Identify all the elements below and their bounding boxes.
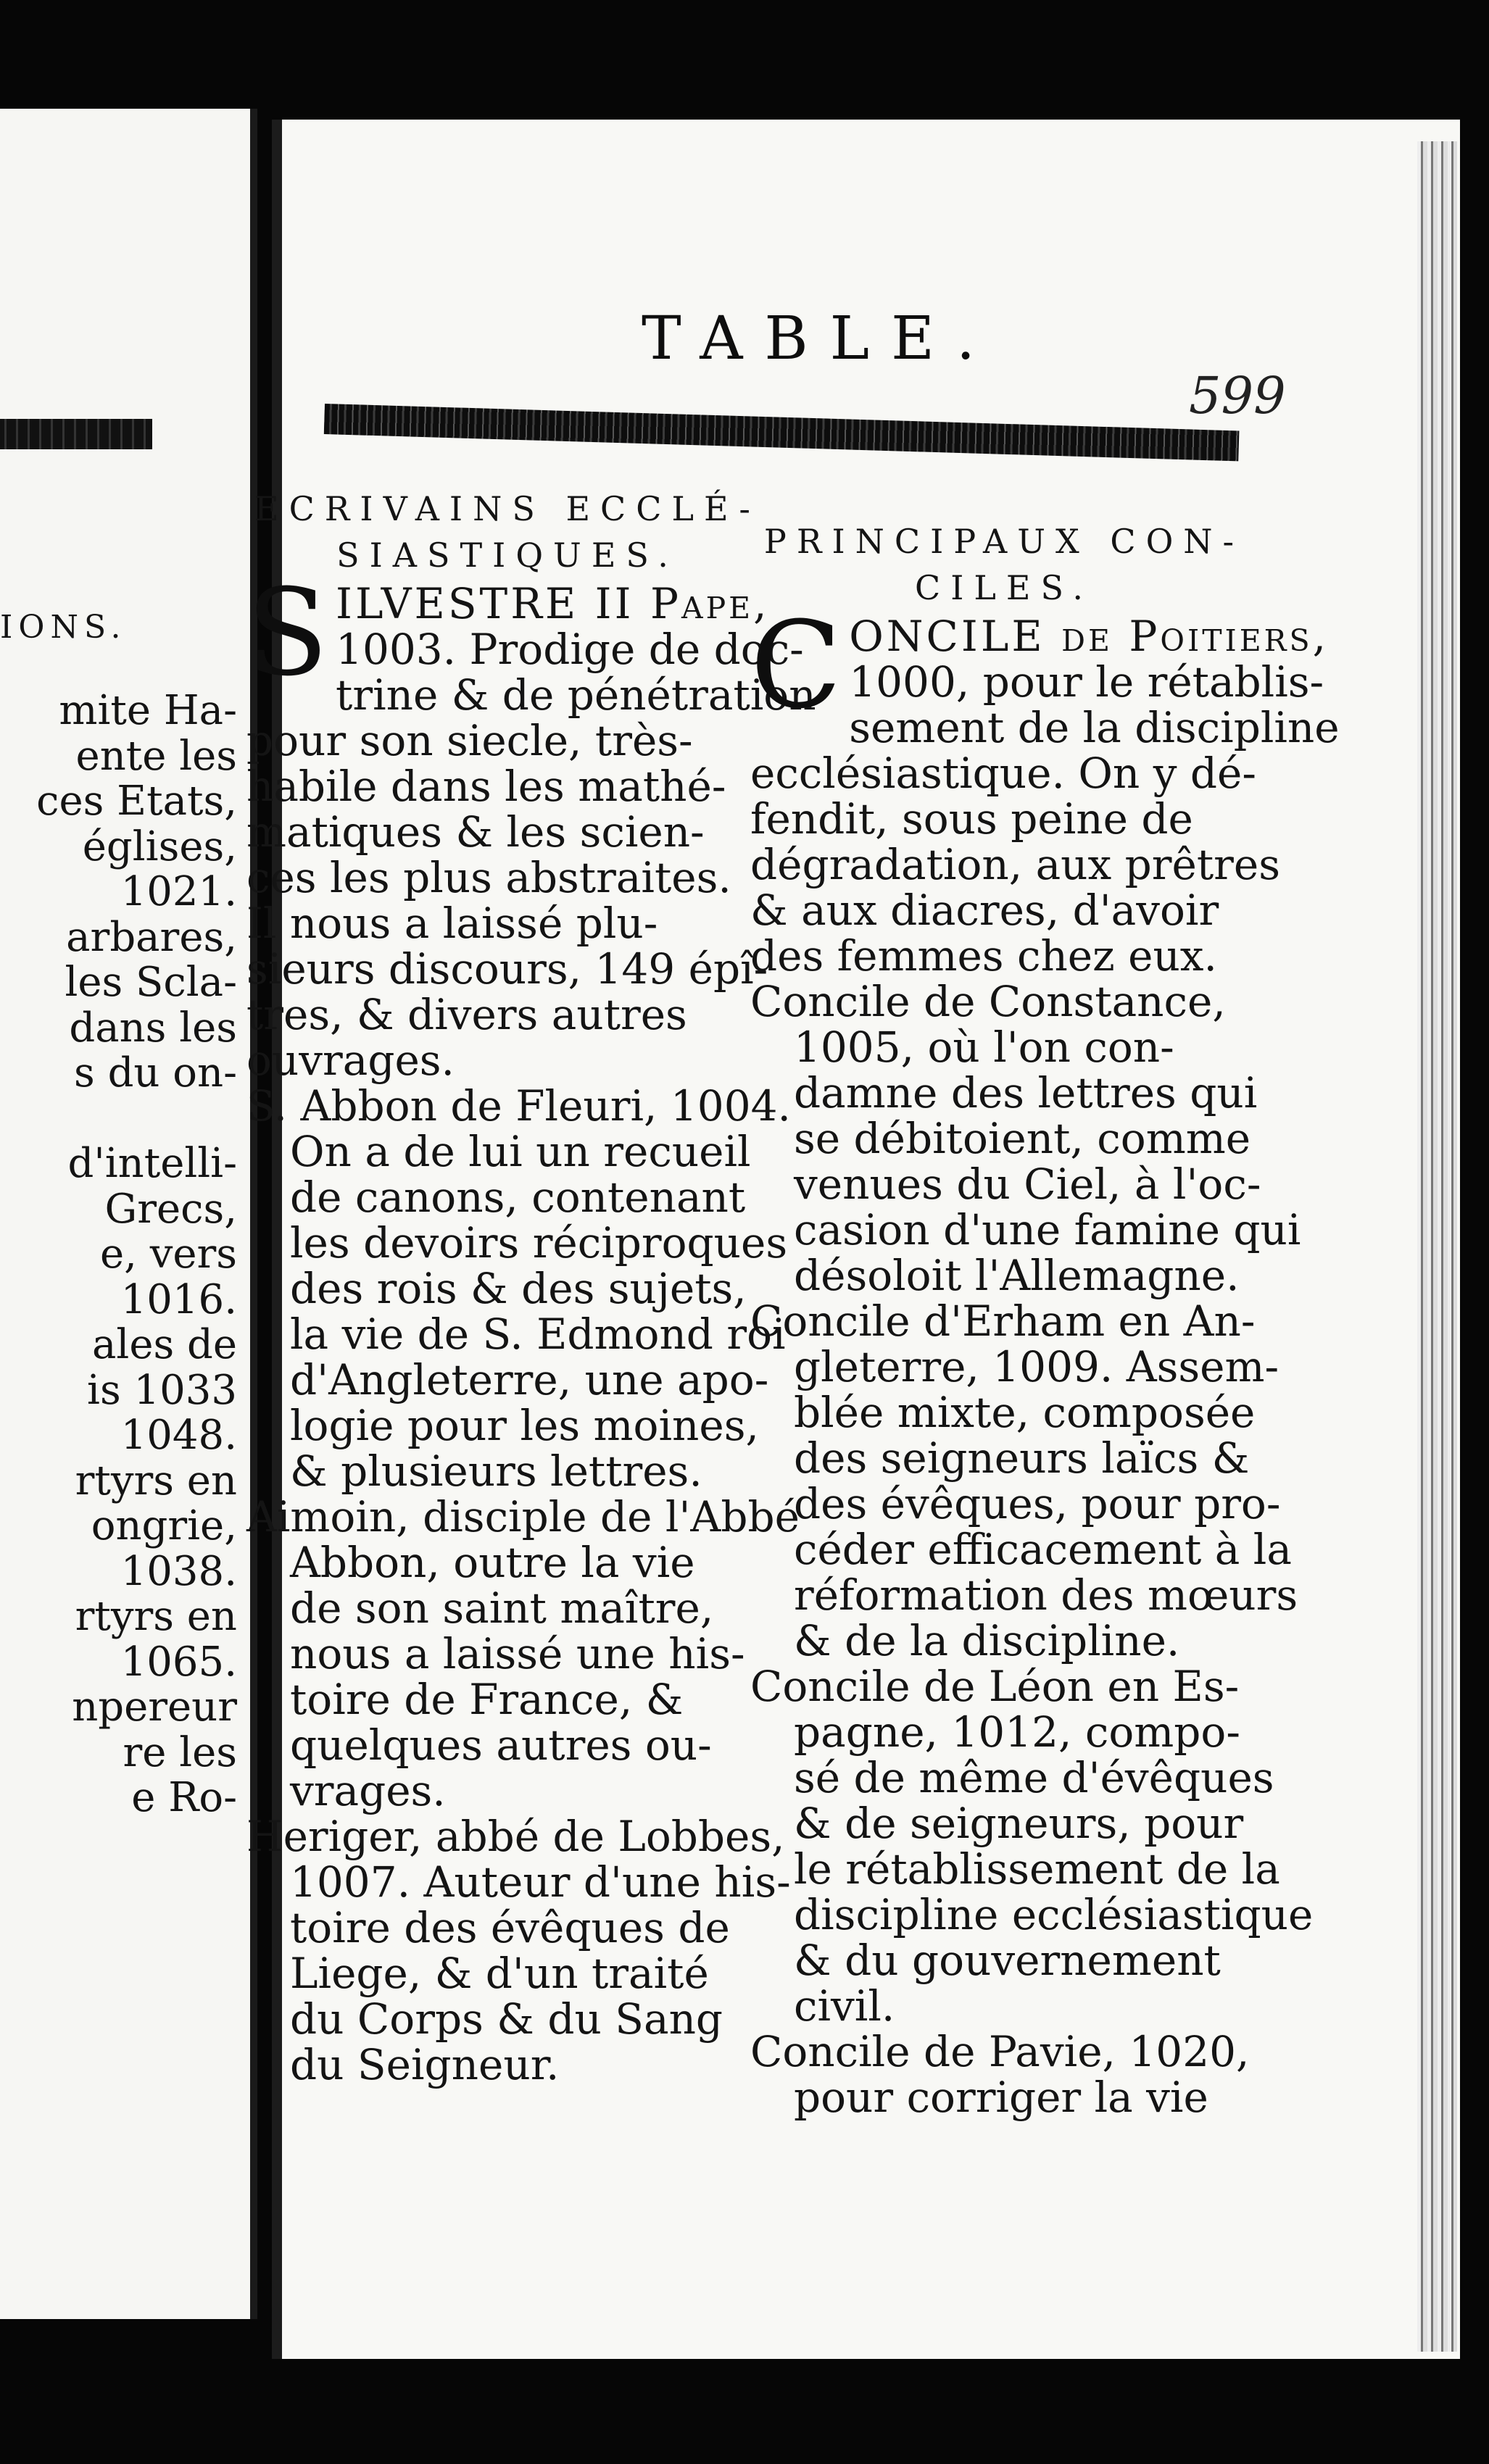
- entry-line: discipline ecclésiastique: [794, 1890, 1314, 1939]
- left-page-line: re les: [123, 1728, 237, 1776]
- left-page-heading: IONS.: [0, 609, 127, 646]
- drop-cap: S: [246, 563, 329, 702]
- entry-line: des seigneurs laïcs &: [794, 1433, 1250, 1483]
- drop-cap: C: [750, 596, 842, 735]
- entry: [246, 1492, 800, 1815]
- entry-line: Concile de Constance,: [750, 977, 1226, 1026]
- entry-line: & du gouvernement: [794, 1936, 1221, 1985]
- entry: [750, 1296, 1298, 1665]
- entry-line: toire des évêques de: [290, 1903, 730, 1952]
- left-page-fragment: [0, 109, 257, 2319]
- section-title-line: SIASTIQUES.: [336, 536, 679, 575]
- left-page-line: e Ro-: [131, 1774, 237, 1821]
- entry-line: Concile d'Erham en An-: [750, 1296, 1256, 1346]
- entry-line: désoloit l'Allemagne.: [794, 1251, 1240, 1300]
- entry-line: blée mixte, composée: [794, 1388, 1256, 1437]
- entry-line: ouvrages.: [246, 1036, 455, 1085]
- entry: [246, 1081, 791, 1496]
- entry-line: damne des lettres qui: [794, 1068, 1258, 1117]
- page-number: 599: [1189, 366, 1286, 425]
- entry-line: pour corriger la vie: [794, 2073, 1208, 2122]
- entry-line: & de la discipline.: [794, 1616, 1180, 1665]
- section-title-line: CILES.: [915, 568, 1093, 607]
- entry-line: la vie de S. Edmond roi: [290, 1310, 786, 1359]
- section-title-line: PRINCIPAUX CON-: [763, 522, 1245, 561]
- entry-line: Concile de Pavie, 1020,: [750, 2027, 1250, 2076]
- left-page-line: églises,: [82, 823, 237, 870]
- entry-line: venues du Ciel, à l'oc-: [794, 1160, 1261, 1209]
- page-edge: [1417, 141, 1457, 2352]
- left-page-line: ente les: [75, 732, 237, 780]
- entry-line: & plusieurs lettres.: [290, 1447, 702, 1496]
- section-title-line: ECRIVAINS ECCLÉ-: [254, 489, 760, 528]
- entry-line: d'Angleterre, une apo-: [290, 1355, 769, 1404]
- running-head: TABLE.: [642, 304, 997, 373]
- entry-line: Heriger, abbé de Lobbes,: [246, 1812, 785, 1861]
- entry-line: habile dans les mathé-: [246, 762, 726, 811]
- entry-line: les devoirs réciproques: [290, 1218, 788, 1268]
- entry-line: Liege, & d'un traité: [290, 1949, 709, 1998]
- entry-line: pagne, 1012, compo-: [794, 1707, 1240, 1757]
- left-page-rule: [0, 419, 152, 449]
- entry-line: du Seigneur.: [290, 2040, 560, 2089]
- left-page-line: d'intelli-: [67, 1140, 237, 1187]
- entry: [246, 563, 816, 1085]
- entry: [750, 2029, 1258, 2120]
- left-page-line: ongrie,: [91, 1502, 237, 1549]
- left-page-line: 1065.: [120, 1638, 237, 1686]
- left-page-line: 1021.: [120, 868, 237, 915]
- entry-line: sement de la discipline: [849, 703, 1340, 752]
- entry-line: fendit, sous peine de: [750, 794, 1193, 844]
- entry-line: sieurs discours, 149 épî-: [246, 944, 768, 994]
- entries-conciles: [750, 596, 1340, 2122]
- entry-line: matiques & les scien-: [246, 807, 705, 857]
- entry-line: pour son siecle, très-: [246, 716, 693, 765]
- entry-line: des rois & des sujets,: [290, 1264, 747, 1313]
- entry: [750, 1662, 1314, 2031]
- left-page-line: ces Etats,: [36, 778, 237, 825]
- entry-line: sé de même d'évêques: [794, 1753, 1274, 1802]
- entry-line: casion d'une famine qui: [794, 1205, 1301, 1254]
- entry-line: Concile de Léon en Es-: [750, 1662, 1240, 1711]
- entry: [750, 977, 1301, 1300]
- left-page-line: dans les: [69, 1004, 237, 1052]
- entry-line: dégradation, aux prêtres: [750, 840, 1280, 889]
- left-page-line: s du on-: [74, 1049, 237, 1096]
- entry-line: de son saint maître,: [290, 1583, 714, 1633]
- entry-line: trine & de pénétration: [336, 670, 816, 720]
- entry-line: de canons, contenant: [290, 1173, 746, 1222]
- left-page-text: [36, 688, 237, 1821]
- left-page-line: npereur: [72, 1683, 237, 1731]
- left-page-line: arbares,: [66, 913, 237, 961]
- entry-line: tres, & divers autres: [246, 990, 687, 1039]
- left-page-line: mite Ha-: [59, 687, 237, 734]
- left-page-line: ales de: [92, 1321, 237, 1368]
- entry-line: Il nous a laissé plu-: [246, 899, 658, 948]
- left-page-line: 1016.: [120, 1275, 237, 1323]
- entry-line: des évêques, pour pro-: [794, 1479, 1281, 1528]
- entry-line: nous a laissé une his-: [290, 1629, 745, 1678]
- entry-line: des femmes chez eux.: [750, 931, 1217, 981]
- entry-line: gleterre, 1009. Assem-: [794, 1342, 1279, 1391]
- column-conciles: [750, 518, 1340, 2122]
- entry-line: toire de France, &: [290, 1675, 684, 1724]
- left-page-line: [36, 1096, 237, 1142]
- column-ecrivains: [246, 486, 816, 2089]
- left-page-line: rtyrs en: [75, 1457, 237, 1504]
- entry-line: ecclésiastique. On y dé-: [750, 749, 1256, 798]
- entry-line: quelques autres ou-: [290, 1720, 712, 1770]
- entry-line: Abbon, outre la vie: [290, 1538, 695, 1587]
- entry-line: ILVESTRE II Pape,: [336, 579, 770, 628]
- entry-line: 1003. Prodige de doc-: [336, 625, 804, 674]
- entry-line: & de seigneurs, pour: [794, 1799, 1244, 1848]
- entry-line: se débitoient, comme: [794, 1114, 1251, 1163]
- entry-line: & aux diacres, d'avoir: [750, 886, 1219, 935]
- left-page-line: 1038.: [120, 1547, 237, 1595]
- entries-ecrivains: [246, 563, 816, 2089]
- entry-line: 1000, pour le rétablis-: [849, 657, 1324, 707]
- entry-line: ces les plus abstraites.: [246, 853, 731, 902]
- entry-line: céder efficacement à la: [794, 1525, 1292, 1574]
- entry-line: logie pour les moines,: [290, 1401, 759, 1450]
- entry-line: 1005, où l'on con-: [794, 1023, 1174, 1072]
- left-page-line: is 1033: [87, 1366, 237, 1414]
- left-page-line: Grecs,: [104, 1185, 237, 1233]
- entry-line: le rétablissement de la: [794, 1844, 1280, 1894]
- entry-line: On a de lui un recueil: [290, 1127, 751, 1176]
- entry: [750, 596, 1340, 981]
- left-page-line: les Scla-: [65, 959, 237, 1006]
- entry-line: S. Abbon de Fleuri, 1004.: [246, 1081, 791, 1131]
- entry-line: ONCILE de Poitiers,: [849, 612, 1330, 661]
- entry-line: vrages.: [290, 1766, 446, 1815]
- entry-line: civil.: [794, 1981, 895, 2031]
- entry-line: du Corps & du Sang: [290, 1994, 723, 2044]
- entry-line: Aimoin, disciple de l'Abbé: [246, 1492, 800, 1541]
- left-page-line: e, vers: [99, 1231, 237, 1278]
- entry-line: réformation des mœurs: [794, 1570, 1298, 1620]
- left-page-line: rtyrs en: [75, 1593, 237, 1640]
- left-page-line: 1048.: [120, 1412, 237, 1459]
- entry-line: 1007. Auteur d'une his-: [290, 1857, 791, 1907]
- entry: [246, 1812, 791, 2089]
